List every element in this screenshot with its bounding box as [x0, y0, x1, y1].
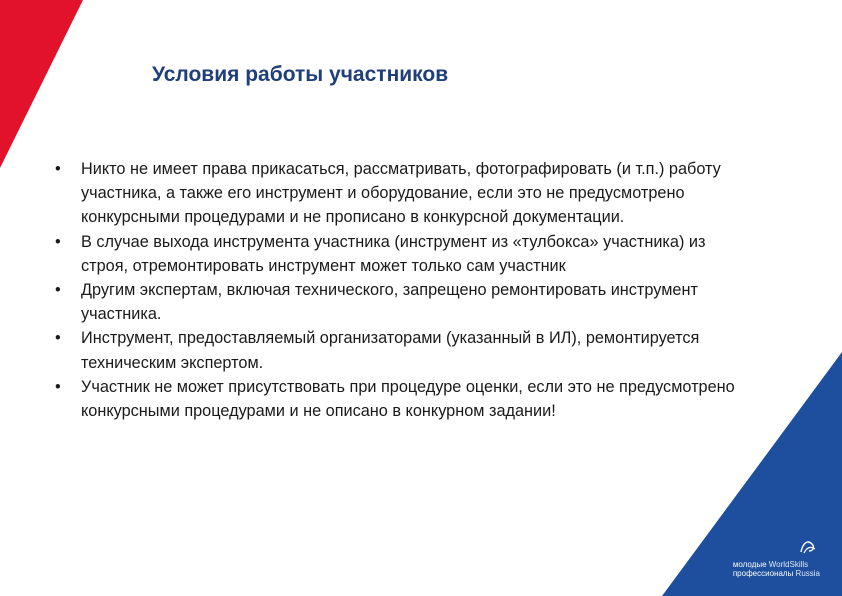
worldskills-logo	[733, 560, 820, 578]
logo-line-1: молодые	[732, 560, 767, 569]
list-item	[55, 375, 745, 423]
bullet-text: Другим экспертам, включая технического, запрещено ремонтировать инструмент участника.	[81, 281, 698, 324]
list-item	[55, 326, 745, 374]
logo-sub: Russia	[795, 569, 820, 578]
bullet-marker: •	[55, 281, 61, 300]
red-corner-shape	[0, 0, 83, 168]
bullet-marker: •	[55, 329, 61, 348]
bullet-text: Никто не имеет права прикасаться, рассматривать, фотографировать (и т.п.) работу участника, а также его инструмент и оборудование, если это не предусмотрено конкурсными процедурами и не прописано в конкурсной документации.	[81, 160, 721, 227]
bullet-marker: •	[55, 160, 61, 178]
worldskills-emblem-icon	[798, 538, 818, 556]
slide-title: Условия работы участников	[152, 63, 449, 86]
bullet-text: В случае выхода инструмента участника (инструмент из «тулбокса» участника) из строя, отремонтировать инструмент может только сам участник	[81, 232, 706, 275]
bullet-text: Участник не может присутствовать при процедуре оценки, если это не предусмотрено конкурсными процедурами и не описано в конкурном задании!	[81, 377, 735, 421]
logo-line-2: профессионалы	[732, 569, 794, 578]
logo-brand: WorldSkills	[768, 560, 809, 569]
list-item	[55, 278, 745, 326]
bullet-marker: •	[55, 232, 61, 251]
bullet-marker: •	[55, 377, 61, 396]
list-item	[55, 230, 745, 278]
bullet-list	[55, 157, 745, 423]
bullet-text: Инструмент, предоставляемый организаторами (указанный в ИЛ), ремонтируется техническим экспертом.	[81, 329, 700, 372]
list-item	[55, 157, 745, 230]
